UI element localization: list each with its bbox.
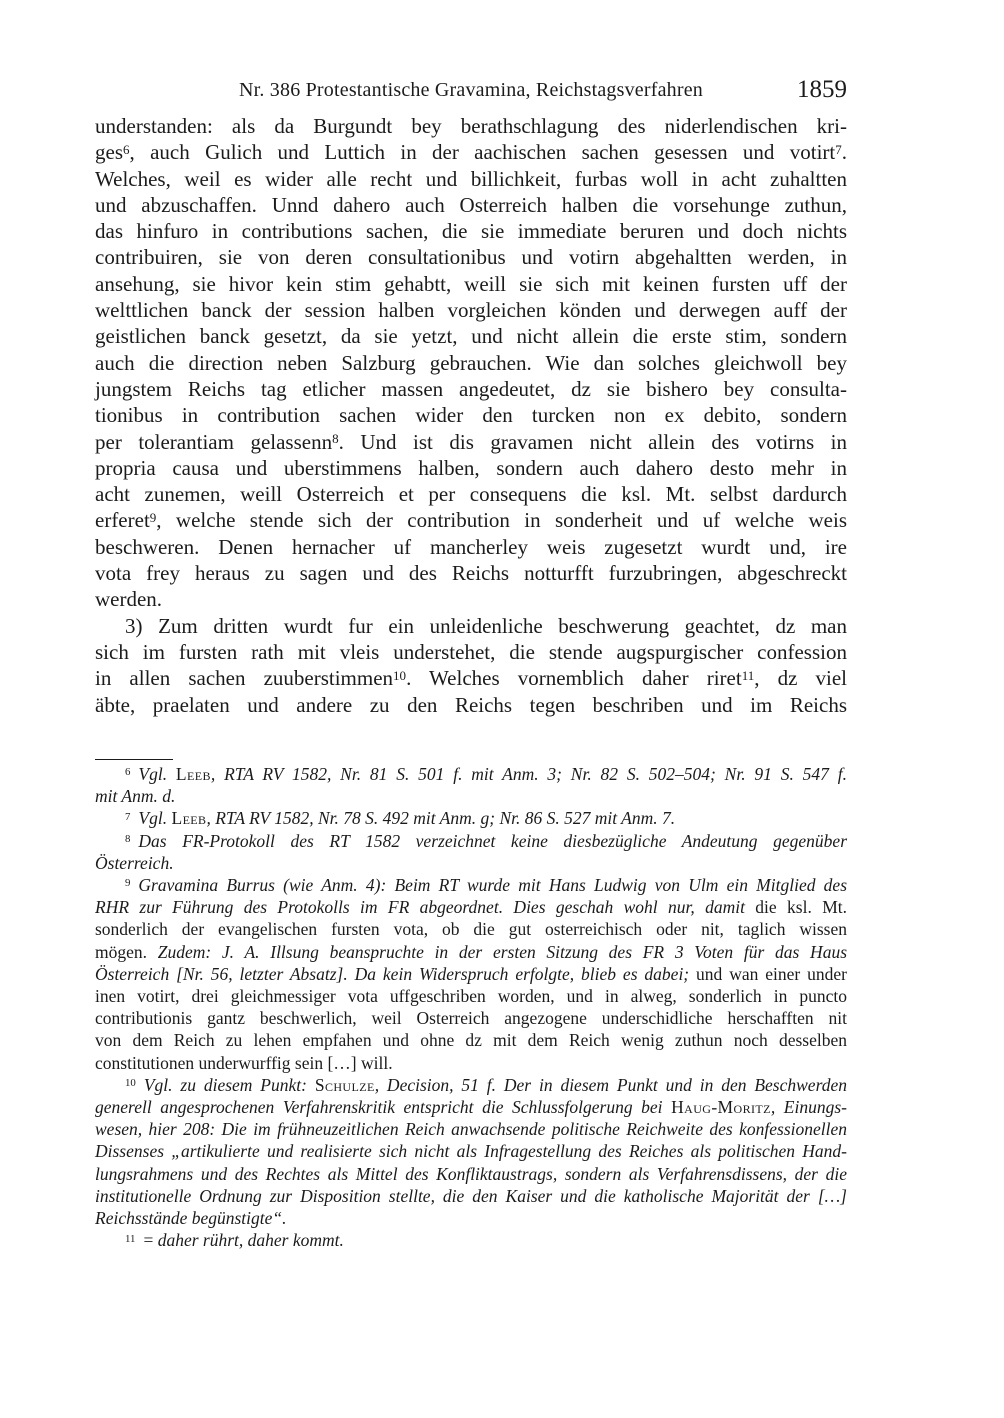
body-line bbox=[95, 586, 847, 612]
body-line bbox=[95, 507, 847, 533]
text-run: Das FR-Protokoll des RT 1582 verzeichnet keine diesbezügliche Andeutung gegenüber bbox=[138, 830, 847, 851]
body-line bbox=[95, 613, 847, 639]
text-run: Österreich [Nr. 56, letzter Absatz]. Da kein Widerspruch erfolgte, blieb es dabei; bbox=[95, 963, 697, 984]
footnote-11 bbox=[95, 1229, 847, 1251]
text-run: erferet bbox=[95, 508, 150, 533]
text-run: generell angesprochenen Verfahrenskritik entspricht die Schlussfolgerung bei bbox=[95, 1097, 672, 1118]
body-line bbox=[95, 218, 847, 244]
body-line bbox=[95, 166, 847, 192]
text-run: tionibus in contribution sachen wider den turcken non ex debito, sondern bbox=[95, 403, 847, 428]
footnote-reference-superscript: 6 bbox=[123, 141, 130, 157]
text-run: = bbox=[143, 1230, 158, 1251]
footnote-8 bbox=[95, 830, 847, 874]
running-head-title: Nr. 386 Protestantische Gravamina, Reichstagsverfahren bbox=[239, 79, 703, 101]
text-run: Leeb bbox=[171, 808, 207, 829]
text-run: jungstem Reichs tag etlicher massen angedeutet, dz sie bishero bey consulta- bbox=[95, 376, 847, 401]
footnote-7 bbox=[95, 807, 847, 829]
text-run: inen votirt, drei gleichmessiger vota uffgeschriben worden, und in alweg, sonderlich in puncto bbox=[95, 986, 847, 1007]
text-run: per tolerantiam gelassenn bbox=[95, 429, 333, 454]
text-run: vota frey heraus zu sagen und des Reichs notturfft furzubringen, abgeschreckt bbox=[95, 561, 847, 586]
body-line bbox=[95, 481, 847, 507]
text-run: 3) Zum dritten wurdt fur ein unleidenliche beschwerung geachtet, dz man bbox=[125, 613, 847, 638]
text-run: , Decision, 51 f. Der in diesem Punkt und in den Beschwerden bbox=[374, 1074, 848, 1095]
body-line bbox=[95, 113, 847, 139]
text-run: das hinfuro in contributions sachen, die sie immediate beruren und doch nichts bbox=[95, 219, 847, 244]
text-run: acht zunemen, weill Osterreich et per consequens die ksl. Mt. selbst dardurch bbox=[95, 482, 847, 507]
body-line bbox=[95, 376, 847, 402]
footnote-line bbox=[95, 785, 847, 807]
text-run: , RTA RV 1582, Nr. 81 S. 501 f. mit Anm. 3; Nr. 82 S. 502–504; Nr. 91 S. 547 f. bbox=[210, 764, 847, 784]
text-run: mögen. bbox=[95, 941, 158, 962]
body-line bbox=[95, 271, 847, 297]
text-run: . bbox=[841, 140, 847, 165]
footnote-line bbox=[95, 874, 847, 896]
footnote-line bbox=[95, 1029, 847, 1051]
body-line bbox=[95, 639, 847, 665]
footnote-reference-superscript: 9 bbox=[149, 510, 157, 525]
text-run: werden. bbox=[95, 587, 163, 612]
body-line bbox=[95, 192, 847, 218]
text-run: Dissenses „artikulierte und realisierte sich nicht als Infragestellung des Reiches als politischen Hand- bbox=[95, 1141, 847, 1162]
text-run: contribuiren, sie von deren consultationibus und votirn abgehaltten werden, in bbox=[95, 245, 847, 270]
footnote-9 bbox=[95, 874, 847, 1074]
text-run: geistlichen banck gesetzt, da sie yetzt, und nicht allein die erste stim, sondern bbox=[95, 324, 847, 349]
body-line bbox=[95, 402, 847, 428]
footnote-line bbox=[95, 1052, 847, 1074]
text-run: sonderlich der evangelischen fursten vota, ob die gut osterreichisch oder nit, taglich wissen bbox=[95, 919, 847, 940]
text-run: Schulze bbox=[314, 1074, 375, 1095]
paragraph bbox=[95, 113, 847, 613]
body-line bbox=[95, 323, 847, 349]
text-run: , RTA RV 1582, Nr. 78 S. 492 mit Anm. g; Nr. 86 S. 527 mit Anm. 7. bbox=[206, 808, 676, 829]
footnote-line bbox=[95, 963, 847, 985]
text-run: und wan einer under bbox=[696, 963, 847, 984]
footnote-6 bbox=[95, 763, 847, 807]
footnote-line bbox=[95, 1185, 847, 1207]
body-line bbox=[95, 139, 847, 165]
text-run: contributionis gantz beschwerlich, weil Osterreich angezogene underschidliche herschafften nit bbox=[95, 1008, 847, 1029]
footnote-line bbox=[95, 852, 847, 874]
footnote-line bbox=[95, 1140, 847, 1162]
text-run: Vgl. bbox=[138, 808, 172, 829]
footnote-line bbox=[95, 1007, 847, 1029]
footnote-line bbox=[95, 1207, 847, 1229]
footnote-reference-superscript: 10 bbox=[393, 667, 407, 683]
text-run: Reichsstände begünstigte“. bbox=[95, 1208, 287, 1229]
footnote-reference-superscript: 7 bbox=[835, 141, 842, 157]
footnote-number: 8 bbox=[125, 833, 131, 846]
text-run: , Einungs- bbox=[770, 1097, 847, 1118]
text-run: understanden: als da Burgundt bey berathschlagung des niderlendischen kri- bbox=[95, 114, 847, 138]
text-run: . Welches vornemblich daher riret bbox=[406, 666, 742, 691]
text-run: Gravamina Burrus (wie Anm. 4): Beim RT wurde mit Hans Ludwig von Ulm ein Mitglied des bbox=[138, 875, 847, 896]
text-run: in allen sachen zuuberstimmen bbox=[95, 666, 394, 691]
body-line bbox=[95, 429, 847, 455]
footnote-line bbox=[95, 763, 847, 785]
text-run: beschweren. Denen hernacher uf mancherley weis zugesetzt wurdt und, ire bbox=[95, 534, 847, 559]
footnote-line bbox=[95, 1163, 847, 1185]
text-run: propria causa und uberstimmens halben, sondern auch dahero desto mehr in bbox=[95, 455, 847, 480]
footnote-line bbox=[95, 985, 847, 1007]
footnote-line bbox=[95, 941, 847, 963]
text-run: RHR zur Führung des Protokolls im FR abgeordnet. Dies geschah wohl nur, damit bbox=[95, 897, 756, 918]
text-block bbox=[95, 0, 847, 1418]
text-run: Vgl. zu diesem Punkt: bbox=[143, 1074, 315, 1095]
body-line bbox=[95, 350, 847, 376]
text-run: Zudem: J. A. Illsung beanspruchte in der ersten Sitzung des FR 3 Voten für das Haus bbox=[157, 941, 847, 962]
text-run: lungsrahmens und des Rechtes als Mittel des Konfliktaustrags, sondern als Verfahrensdissens, der die bbox=[95, 1163, 847, 1184]
body-line bbox=[95, 692, 847, 718]
footnote-number: 7 bbox=[125, 810, 131, 823]
footnote-number: 10 bbox=[125, 1077, 136, 1090]
page-header bbox=[95, 76, 847, 106]
footnote-reference-superscript: 11 bbox=[741, 667, 755, 683]
footnote-line bbox=[95, 807, 847, 829]
text-run: äbte, praelaten und andere zu den Reichs tegen beschriben und im Reichs bbox=[95, 692, 847, 717]
footnote-line bbox=[95, 1229, 847, 1251]
text-run: die ksl. Mt. bbox=[755, 897, 847, 918]
footnote-10 bbox=[95, 1074, 847, 1229]
text-run: Welches, weil es wider alle recht und billichkeit, furbas woll in acht zuhaltten bbox=[95, 166, 847, 191]
body-line bbox=[95, 297, 847, 323]
paragraph bbox=[95, 613, 847, 718]
body-line bbox=[95, 665, 847, 691]
body-line bbox=[95, 534, 847, 560]
text-run: Österreich. bbox=[95, 852, 174, 873]
text-run: Leeb bbox=[175, 764, 211, 784]
body-text bbox=[95, 113, 847, 718]
text-run: institutionelle Ordnung zur Disposition stellte, die den Kaiser und die katholische Majorität der […] bbox=[95, 1185, 847, 1206]
page-number: 1859 bbox=[797, 76, 847, 103]
body-line bbox=[95, 244, 847, 270]
text-run: daher rührt, daher kommt. bbox=[157, 1230, 344, 1251]
text-run: , auch Gulich und Luttich in der aachischen sachen gesessen und votirt bbox=[129, 140, 836, 165]
text-run: ges bbox=[95, 140, 123, 165]
footnote-number: 6 bbox=[125, 766, 131, 779]
text-run: welttlichen banck der session halben vorgleichen könden und derwegen auff der bbox=[95, 298, 847, 323]
footnote-number: 9 bbox=[125, 877, 131, 890]
text-run: , welche stende sich der contribution in sonderheit und uf welche weis bbox=[156, 508, 847, 533]
footnote-separator bbox=[95, 759, 173, 760]
footnote-line bbox=[95, 896, 847, 918]
text-run: auch die direction neben Salzburg gebrauchen. Wie dan solches gleichwoll bey bbox=[95, 350, 847, 375]
body-line bbox=[95, 455, 847, 481]
text-run: constitutionen underwurffig sein […] will. bbox=[95, 1052, 393, 1073]
text-run: ansehung, sie hivor kein stim gehabtt, weill sie sich mit keinen fursten uff der bbox=[95, 271, 847, 296]
footnote-number: 11 bbox=[125, 1232, 136, 1245]
body-line bbox=[95, 560, 847, 586]
text-run: von dem Reich zu lehen empfahen und ohne dz mit dem Reich wenig zuthun noch desselben bbox=[95, 1030, 847, 1051]
text-run: wesen, hier 208: Die im frühneuzeitlichen Reich anwachsende politische Reichweite des konfessionellen bbox=[95, 1119, 847, 1140]
text-run: mit Anm. d. bbox=[95, 786, 176, 807]
text-run: Vgl. bbox=[138, 764, 176, 784]
footnote-line bbox=[95, 830, 847, 852]
footnote-line bbox=[95, 1074, 847, 1096]
text-run: sich im fursten rath mit vleis understehet, die stende augspurgischer confession bbox=[95, 639, 847, 664]
footnote-line bbox=[95, 1118, 847, 1140]
footnote-line bbox=[95, 1096, 847, 1118]
footnotes bbox=[95, 763, 847, 1251]
footnote-reference-superscript: 8 bbox=[332, 431, 339, 447]
footnote-line bbox=[95, 918, 847, 940]
text-run: Haug-Moritz bbox=[671, 1097, 771, 1118]
text-run: und abzuschaffen. Unnd dahero auch Osterreich halben die vorsehunge zuthun, bbox=[95, 192, 847, 217]
text-run: . Und ist dis gravamen nicht allein des votirns in bbox=[338, 429, 847, 454]
text-run: , dz viel bbox=[754, 666, 847, 691]
